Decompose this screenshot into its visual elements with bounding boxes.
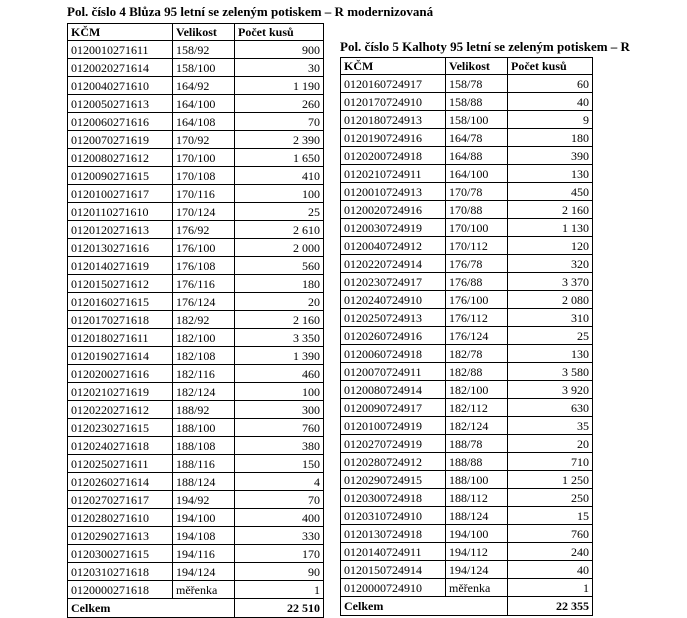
table-row [341, 507, 593, 525]
count-cell: 4 [235, 473, 324, 491]
left-table [67, 23, 324, 618]
size-cell: 176/124 [173, 293, 235, 311]
kcm-cell: 0120240724910 [341, 291, 446, 309]
size-cell: 158/100 [173, 59, 235, 77]
table-row [341, 111, 593, 129]
count-cell: 630 [508, 399, 593, 417]
total-row [68, 599, 324, 618]
kcm-cell: 0120040724912 [341, 237, 446, 255]
kcm-cell: 0120040271610 [68, 77, 173, 95]
table-row [341, 129, 593, 147]
table-row [341, 291, 593, 309]
size-cell: 158/78 [446, 75, 508, 93]
table-row [68, 293, 324, 311]
count-cell: 180 [235, 275, 324, 293]
count-cell: 300 [235, 401, 324, 419]
table-row [341, 273, 593, 291]
size-cell: 188/124 [173, 473, 235, 491]
size-cell: 188/108 [173, 437, 235, 455]
count-cell: 1 190 [235, 77, 324, 95]
count-cell: 260 [235, 95, 324, 113]
kcm-cell: 0120210271619 [68, 383, 173, 401]
size-cell: měřenka [173, 581, 235, 599]
count-cell: 100 [235, 383, 324, 401]
left-table-title: Pol. číslo 4 Blůza 95 letní se zeleným potiskem – R modernizovaná [67, 4, 434, 19]
kcm-cell: 0120310724910 [341, 507, 446, 525]
size-cell: 170/92 [173, 131, 235, 149]
count-cell: 40 [508, 93, 593, 111]
count-cell: 560 [235, 257, 324, 275]
count-cell: 170 [235, 545, 324, 563]
table-row [341, 345, 593, 363]
kcm-cell: 0120230724917 [341, 273, 446, 291]
size-cell: 188/100 [173, 419, 235, 437]
table-row [341, 561, 593, 579]
table-row [341, 543, 593, 561]
table-row [68, 473, 324, 491]
kcm-cell: 0120310271618 [68, 563, 173, 581]
column-header: KČM [341, 58, 446, 75]
kcm-cell: 0120200271616 [68, 365, 173, 383]
table-row [341, 93, 593, 111]
kcm-cell: 0120240271618 [68, 437, 173, 455]
table-row [341, 417, 593, 435]
table-row [68, 347, 324, 365]
kcm-cell: 0120270724919 [341, 435, 446, 453]
table-row [341, 75, 593, 93]
kcm-cell: 0120200724918 [341, 147, 446, 165]
kcm-cell: 0120020724916 [341, 201, 446, 219]
count-cell: 180 [508, 129, 593, 147]
count-cell: 35 [508, 417, 593, 435]
table-row [68, 59, 324, 77]
table-row [68, 581, 324, 599]
table-row [68, 203, 324, 221]
count-cell: 760 [508, 525, 593, 543]
count-cell: 25 [508, 327, 593, 345]
count-cell: 1 [508, 579, 593, 597]
kcm-cell: 0120300271615 [68, 545, 173, 563]
count-cell: 90 [235, 563, 324, 581]
count-cell: 1 390 [235, 347, 324, 365]
table-row [68, 275, 324, 293]
size-cell: 182/124 [173, 383, 235, 401]
table-row [68, 41, 324, 59]
total-row [341, 597, 593, 616]
size-cell: 194/100 [173, 509, 235, 527]
size-cell: 170/100 [173, 149, 235, 167]
count-cell: 2 000 [235, 239, 324, 257]
size-cell: 170/124 [173, 203, 235, 221]
table-row [341, 399, 593, 417]
table-row [341, 201, 593, 219]
count-cell: 30 [235, 59, 324, 77]
kcm-cell: 0120280271610 [68, 509, 173, 527]
kcm-cell: 0120190724916 [341, 129, 446, 147]
table-row [68, 149, 324, 167]
table-row [68, 185, 324, 203]
count-cell: 70 [235, 113, 324, 131]
size-cell: 176/108 [173, 257, 235, 275]
count-cell: 130 [508, 345, 593, 363]
count-cell: 25 [235, 203, 324, 221]
size-cell: 194/112 [446, 543, 508, 561]
table-row [341, 147, 593, 165]
column-header: KČM [68, 24, 173, 41]
count-cell: 410 [235, 167, 324, 185]
column-header: Velikost [173, 24, 235, 41]
table-row [68, 527, 324, 545]
table-row [68, 329, 324, 347]
kcm-cell: 0120250271611 [68, 455, 173, 473]
table-row [68, 167, 324, 185]
size-cell: 164/92 [173, 77, 235, 95]
table-row [68, 419, 324, 437]
count-cell: 20 [235, 293, 324, 311]
kcm-cell: 0120180271611 [68, 329, 173, 347]
table-row [68, 311, 324, 329]
table-row [68, 257, 324, 275]
size-cell: 182/112 [446, 399, 508, 417]
kcm-cell: 0120120271613 [68, 221, 173, 239]
count-cell: 460 [235, 365, 324, 383]
kcm-cell: 0120260271614 [68, 473, 173, 491]
table-row [68, 221, 324, 239]
kcm-cell: 0120150271612 [68, 275, 173, 293]
size-cell: 176/88 [446, 273, 508, 291]
kcm-cell: 0120250724913 [341, 309, 446, 327]
table-row [341, 525, 593, 543]
count-cell: 2 610 [235, 221, 324, 239]
size-cell: 164/108 [173, 113, 235, 131]
size-cell: 170/112 [446, 237, 508, 255]
count-cell: 330 [235, 527, 324, 545]
count-cell: 2 080 [508, 291, 593, 309]
kcm-cell: 0120150724914 [341, 561, 446, 579]
table-row [68, 545, 324, 563]
kcm-cell: 0120220724914 [341, 255, 446, 273]
total-label: Celkem [68, 599, 235, 618]
table-row [341, 165, 593, 183]
size-cell: 170/116 [173, 185, 235, 203]
size-cell: 170/88 [446, 201, 508, 219]
count-cell: 710 [508, 453, 593, 471]
table-row [68, 383, 324, 401]
count-cell: 400 [235, 509, 324, 527]
count-cell: 9 [508, 111, 593, 129]
size-cell: 182/88 [446, 363, 508, 381]
size-cell: 158/100 [446, 111, 508, 129]
count-cell: 380 [235, 437, 324, 455]
size-cell: 194/124 [173, 563, 235, 581]
size-cell: 188/116 [173, 455, 235, 473]
kcm-cell: 0120220271612 [68, 401, 173, 419]
size-cell: 176/116 [173, 275, 235, 293]
table-row [68, 509, 324, 527]
count-cell: 130 [508, 165, 593, 183]
count-cell: 100 [235, 185, 324, 203]
table-row [68, 401, 324, 419]
table-row [341, 381, 593, 399]
size-cell: 176/100 [173, 239, 235, 257]
size-cell: 182/100 [446, 381, 508, 399]
size-cell: 176/100 [446, 291, 508, 309]
table-row [341, 309, 593, 327]
total-value: 22 510 [235, 599, 324, 618]
size-cell: 170/78 [446, 183, 508, 201]
size-cell: 176/78 [446, 255, 508, 273]
kcm-cell: 0120130724918 [341, 525, 446, 543]
count-cell: 450 [508, 183, 593, 201]
kcm-cell: 0120160271615 [68, 293, 173, 311]
kcm-cell: 0120070724911 [341, 363, 446, 381]
size-cell: 176/124 [446, 327, 508, 345]
table-row [341, 255, 593, 273]
kcm-cell: 0120090724917 [341, 399, 446, 417]
table-row [68, 77, 324, 95]
count-cell: 3 350 [235, 329, 324, 347]
kcm-cell: 0120010724913 [341, 183, 446, 201]
count-cell: 40 [508, 561, 593, 579]
size-cell: 176/112 [446, 309, 508, 327]
table-row [68, 437, 324, 455]
count-cell: 1 130 [508, 219, 593, 237]
kcm-cell: 0120230271615 [68, 419, 173, 437]
right-table-title: Pol. číslo 5 Kalhoty 95 letní se zeleným potiskem – R [340, 39, 630, 54]
size-cell: 164/78 [446, 129, 508, 147]
kcm-cell: 0120080271612 [68, 149, 173, 167]
count-cell: 1 250 [508, 471, 593, 489]
header-row [68, 24, 324, 41]
kcm-cell: 0120160724917 [341, 75, 446, 93]
count-cell: 250 [508, 489, 593, 507]
size-cell: 158/92 [173, 41, 235, 59]
size-cell: 182/124 [446, 417, 508, 435]
size-cell: 158/88 [446, 93, 508, 111]
count-cell: 320 [508, 255, 593, 273]
kcm-cell: 0120300724918 [341, 489, 446, 507]
size-cell: 188/88 [446, 453, 508, 471]
table-row [68, 563, 324, 581]
kcm-cell: 0120000724910 [341, 579, 446, 597]
count-cell: 2 390 [235, 131, 324, 149]
header-row [341, 58, 593, 75]
count-cell: 2 160 [235, 311, 324, 329]
table-row [68, 365, 324, 383]
table-row [341, 579, 593, 597]
size-cell: 188/124 [446, 507, 508, 525]
size-cell: 176/92 [173, 221, 235, 239]
table-row [68, 131, 324, 149]
kcm-cell: 0120080724914 [341, 381, 446, 399]
total-value: 22 355 [508, 597, 593, 616]
kcm-cell: 0120020271614 [68, 59, 173, 77]
count-cell: 15 [508, 507, 593, 525]
kcm-cell: 0120090271615 [68, 167, 173, 185]
count-cell: 3 370 [508, 273, 593, 291]
count-cell: 1 650 [235, 149, 324, 167]
table-row [341, 237, 593, 255]
table-row [68, 95, 324, 113]
kcm-cell: 0120010271611 [68, 41, 173, 59]
count-cell: 120 [508, 237, 593, 255]
count-cell: 60 [508, 75, 593, 93]
kcm-cell: 0120210724911 [341, 165, 446, 183]
kcm-cell: 0120140271619 [68, 257, 173, 275]
size-cell: 194/116 [173, 545, 235, 563]
column-header: Velikost [446, 58, 508, 75]
table-row [341, 453, 593, 471]
kcm-cell: 0120290271613 [68, 527, 173, 545]
size-cell: 188/112 [446, 489, 508, 507]
count-cell: 1 [235, 581, 324, 599]
size-cell: 188/92 [173, 401, 235, 419]
kcm-cell: 0120290724915 [341, 471, 446, 489]
count-cell: 900 [235, 41, 324, 59]
size-cell: 188/100 [446, 471, 508, 489]
count-cell: 240 [508, 543, 593, 561]
kcm-cell: 0120050271613 [68, 95, 173, 113]
count-cell: 3 580 [508, 363, 593, 381]
kcm-cell: 0120190271614 [68, 347, 173, 365]
kcm-cell: 0120140724911 [341, 543, 446, 561]
kcm-cell: 0120060724918 [341, 345, 446, 363]
size-cell: 194/124 [446, 561, 508, 579]
count-cell: 150 [235, 455, 324, 473]
kcm-cell: 0120130271616 [68, 239, 173, 257]
total-label: Celkem [341, 597, 508, 616]
kcm-cell: 0120000271618 [68, 581, 173, 599]
kcm-cell: 0120280724912 [341, 453, 446, 471]
count-cell: 3 920 [508, 381, 593, 399]
table-row [341, 327, 593, 345]
size-cell: 194/100 [446, 525, 508, 543]
size-cell: 182/78 [446, 345, 508, 363]
kcm-cell: 0120260724916 [341, 327, 446, 345]
column-header: Počet kusů [235, 24, 324, 41]
table-row [341, 435, 593, 453]
size-cell: 194/108 [173, 527, 235, 545]
kcm-cell: 0120060271616 [68, 113, 173, 131]
kcm-cell: 0120170724910 [341, 93, 446, 111]
kcm-cell: 0120170271618 [68, 311, 173, 329]
table-row [341, 219, 593, 237]
size-cell: 194/92 [173, 491, 235, 509]
size-cell: 182/116 [173, 365, 235, 383]
count-cell: 390 [508, 147, 593, 165]
count-cell: 70 [235, 491, 324, 509]
size-cell: měřenka [446, 579, 508, 597]
kcm-cell: 0120110271610 [68, 203, 173, 221]
table-row [68, 239, 324, 257]
size-cell: 170/100 [446, 219, 508, 237]
kcm-cell: 0120070271619 [68, 131, 173, 149]
table-row [341, 183, 593, 201]
size-cell: 170/108 [173, 167, 235, 185]
count-cell: 2 160 [508, 201, 593, 219]
table-row [341, 471, 593, 489]
size-cell: 164/100 [173, 95, 235, 113]
kcm-cell: 0120180724913 [341, 111, 446, 129]
count-cell: 310 [508, 309, 593, 327]
table-row [341, 489, 593, 507]
right-table [340, 57, 593, 616]
count-cell: 20 [508, 435, 593, 453]
table-row [68, 491, 324, 509]
column-header: Počet kusů [508, 58, 593, 75]
size-cell: 182/108 [173, 347, 235, 365]
kcm-cell: 0120270271617 [68, 491, 173, 509]
size-cell: 164/100 [446, 165, 508, 183]
kcm-cell: 0120100271617 [68, 185, 173, 203]
table-row [68, 455, 324, 473]
size-cell: 164/88 [446, 147, 508, 165]
table-row [68, 113, 324, 131]
size-cell: 182/92 [173, 311, 235, 329]
count-cell: 760 [235, 419, 324, 437]
size-cell: 182/100 [173, 329, 235, 347]
kcm-cell: 0120100724919 [341, 417, 446, 435]
size-cell: 188/78 [446, 435, 508, 453]
kcm-cell: 0120030724919 [341, 219, 446, 237]
table-row [341, 363, 593, 381]
